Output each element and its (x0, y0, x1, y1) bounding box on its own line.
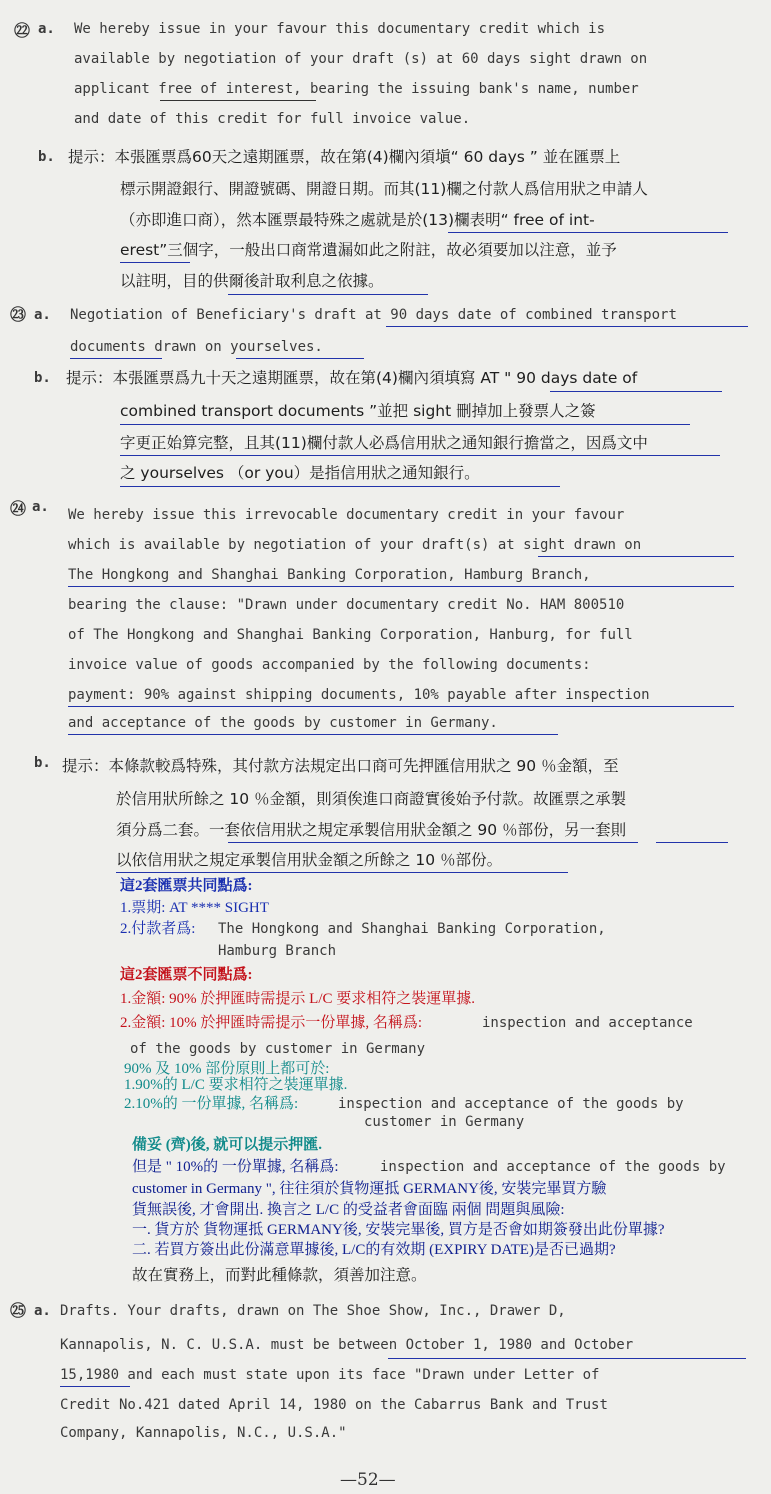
underline (120, 424, 690, 425)
item-22a-line-1: We hereby issue in your favour this documentary credit which is (74, 21, 606, 37)
underline (120, 486, 560, 487)
doc-name-line-d: customer in Germany (364, 1114, 525, 1130)
item-22b-line-2: 標示開證銀行、開證號碼、開證日期。而其(11)欄之付款人爲信用狀之申請人 (120, 180, 648, 198)
item-24a-line-3: The Hongkong and Shanghai Banking Corporation, Hamburg Branch, (68, 567, 591, 583)
underline (70, 358, 162, 359)
item-24b-line-4: 以依信用狀之規定承製信用狀金額之所餘之 10 ％部份。 (116, 851, 503, 869)
page-number: —52— (340, 1470, 396, 1490)
item-25-number: ㉕ (10, 1301, 27, 1320)
item-22a-line-2: available by negotiation of your draft (s) at 60 days sight drawn on (74, 51, 648, 67)
but-line-5: 一. 貨方於 貨物運抵 GERMANY後, 安裝完畢後, 買方是否會如期簽發出此份單據? (132, 1222, 665, 1238)
underline (448, 232, 728, 233)
item-22b-line-5: 以註明，目的供爾後計取利息之依據。 (120, 272, 384, 290)
common-point-1: 1.票期: AT **** SIGHT (120, 900, 269, 916)
underline (236, 358, 364, 359)
payer-line-1: The Hongkong and Shanghai Banking Corporation, (218, 921, 606, 937)
item-23b-line-1: 提示：本張匯票爲九十天之遠期匯票，故在第(4)欄內須填寫 AT " 90 days date of (66, 369, 638, 387)
item-24b-line-3: 須分爲二套。一套依信用狀之規定承製信用狀金額之 90 ％部份，另一套則 (116, 821, 627, 839)
ready-note: 備妥 (齊)後, 就可以提示押匯. (132, 1137, 322, 1153)
underline (60, 1386, 130, 1387)
item-25a-line-5: Company, Kannapolis, N.C., U.S.A." (60, 1425, 347, 1441)
item-24a-line-8: and acceptance of the goods by customer in Germany. (68, 715, 498, 731)
underline (538, 556, 734, 557)
item-23-number: ㉓ (10, 305, 27, 324)
underline (68, 586, 734, 587)
item-22a-line-3: applicant free of interest, bearing the issuing bank's name, number (74, 81, 639, 97)
underline (68, 706, 734, 707)
item-24a-line-6: invoice value of goods accompanied by the following documents: (68, 657, 591, 673)
payer-line-2: Hamburg Branch (218, 943, 337, 959)
item-23a-line-2: documents drawn on yourselves. (70, 339, 323, 355)
item-22a-line-4: and date of this credit for full invoice value. (74, 111, 471, 127)
item-22a-label: a. (38, 21, 55, 37)
item-24a-line-7: payment: 90% against shipping documents, 10% payable after inspection (68, 687, 650, 703)
item-25a-line-4: Credit No.421 dated April 14, 1980 on the Cabarrus Bank and Trust (60, 1397, 608, 1413)
underline (120, 262, 190, 263)
item-24b-label: b. (34, 755, 51, 771)
item-24a-label: a. (32, 499, 49, 515)
item-23b-line-4: 之 yourselves （or you）是指信用狀之通知銀行。 (120, 464, 480, 482)
but-line-4: 貨無誤後, 才會開出. 換言之 L/C 的受益者會面臨 兩個 問題與風險: (132, 1202, 565, 1218)
both-point-2: 2.10%的 一份單據, 名稱爲: (124, 1096, 299, 1112)
item-24a-line-4: bearing the clause: "Drawn under documentary credit No. HAM 800510 (68, 597, 625, 613)
doc-name-line-b: of the goods by customer in Germany (130, 1041, 426, 1057)
diff-point-2: 2.金額: 10% 於押匯時需提示一份單據, 名稱爲: (120, 1015, 423, 1031)
item-24b-line-1: 提示：本條款較爲特殊，其付款方法規定出口商可先押匯信用狀之 90 ％金額，至 (62, 757, 619, 775)
item-24b-line-2: 於信用狀所餘之 10 ％金額，則須俟進口商證實後始予付款。故匯票之承製 (116, 790, 627, 808)
item-23b-label: b. (34, 370, 51, 386)
item-23b-line-2: combined transport documents ”並把 sight 刪掉加上發票人之簽 (120, 402, 596, 420)
item-22b-line-3: （亦即進口商），然本匯票最特殊之處就是於(13)欄表明“ free of int- (120, 211, 595, 229)
underline (160, 100, 316, 101)
underline (116, 872, 568, 873)
item-24a-line-1: We hereby issue this irrevocable documentary credit in your favour (68, 507, 625, 523)
item-24a-line-5: of The Hongkong and Shanghai Banking Corporation, Hanburg, for full (68, 627, 633, 643)
item-24a-line-2: which is available by negotiation of your draft(s) at sight drawn on (68, 537, 642, 553)
doc-name-line-c: inspection and acceptance of the goods by (338, 1096, 684, 1112)
underline (388, 1358, 746, 1359)
item-25a-line-1: Drafts. Your drafts, drawn on The Shoe Show, Inc., Drawer D, (60, 1303, 566, 1319)
but-line-3: customer in Germany ", 往往須於貨物運抵 GERMANY後, 安裝完畢買方驗 (132, 1181, 607, 1197)
underline (228, 294, 428, 295)
but-line-2: inspection and acceptance of the goods by (380, 1159, 726, 1175)
both-point-1: 1.90%的 L/C 要求相符之裝運單據. (124, 1077, 348, 1093)
doc-name-line-a: inspection and acceptance (482, 1015, 693, 1031)
item-22b-label: b. (38, 149, 55, 165)
but-line-6: 二. 若買方簽出此份滿意單據後, L/C的有效期 (EXPIRY DATE)是否已過期? (132, 1242, 616, 1258)
item-25a-line-2: Kannapolis, N. C. U.S.A. must be between October 1, 1980 and October (60, 1337, 634, 1353)
item-23a-line-1: Negotiation of Beneficiary's draft at 90 days date of combined transport (70, 307, 677, 323)
closing-note: 故在實務上，而對此種條款，須善加注意。 (132, 1266, 427, 1284)
item-25a-line-3: 15,1980 and each must state upon its face "Drawn under Letter of (60, 1367, 600, 1383)
both-points-title: 90% 及 10% 部份原則上都可於: (124, 1061, 330, 1077)
common-points-title: 這2套匯票共同點爲: (120, 878, 253, 894)
underline (386, 326, 748, 327)
item-22b-line-1: 提示：本張匯票爲60天之遠期匯票，故在第(4)欄內須塡“ 60 days ” 並在匯票上 (68, 148, 621, 166)
diff-point-1: 1.金額: 90% 於押匯時需提示 L/C 要求相符之裝運單據. (120, 991, 475, 1007)
underline (68, 734, 558, 735)
item-22b-line-4: erest”三個字，一般出口商常遺漏如此之附註，故必須要加以注意，並予 (120, 241, 617, 259)
item-23b-line-3: 字更正始算完整，且其(11)欄付款人必爲信用狀之通知銀行擔當之，因爲文中 (120, 434, 648, 452)
underline (656, 842, 728, 843)
underline (550, 391, 722, 392)
item-24-number: ㉔ (10, 499, 27, 518)
common-point-2: 2.付款者爲: (120, 921, 196, 937)
underline (228, 842, 638, 843)
item-25a-label: a. (34, 1303, 51, 1319)
diff-points-title: 這2套匯票不同點爲: (120, 967, 253, 983)
item-23a-label: a. (34, 307, 51, 323)
but-line-1: 但是 " 10%的 一份單據, 名稱爲: (132, 1159, 339, 1175)
underline (120, 455, 720, 456)
item-22-number: ㉒ (14, 21, 31, 40)
